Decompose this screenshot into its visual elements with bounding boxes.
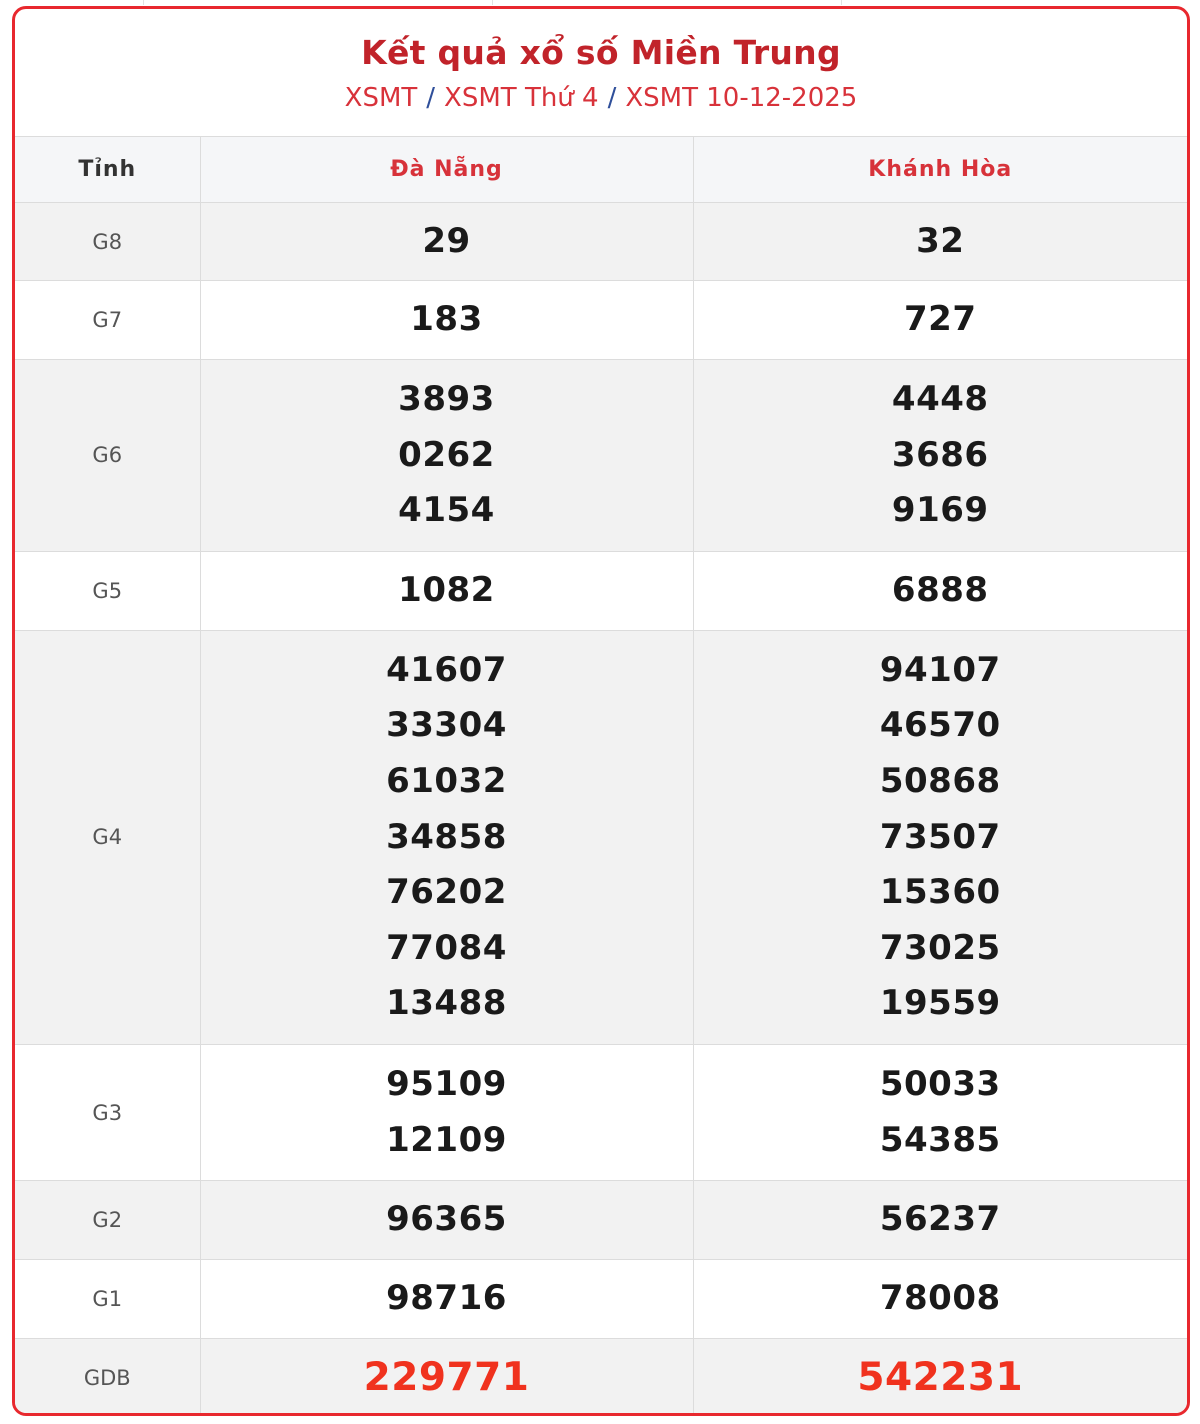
prize-label: G4 — [15, 630, 200, 1044]
prize-cell — [200, 1044, 693, 1180]
winning-number: 46570 — [879, 705, 1001, 746]
winning-number: 78008 — [879, 1278, 1001, 1319]
table-row — [15, 1044, 1187, 1180]
prize-cell — [200, 551, 693, 630]
page-title: Kết quả xổ số Miền Trung — [361, 33, 841, 72]
winning-number: 33304 — [386, 705, 507, 746]
winning-number: 73507 — [879, 816, 1001, 857]
prize-cell — [693, 281, 1187, 360]
table-row — [15, 1181, 1187, 1260]
winning-number: 4448 — [891, 379, 989, 419]
winning-number: 56237 — [879, 1199, 1001, 1240]
winning-number: 29 — [422, 220, 471, 261]
prize-cell — [200, 360, 693, 552]
divider-tick — [841, 0, 842, 5]
column-header-province-label: Tỉnh — [15, 137, 200, 203]
divider-tick — [492, 0, 493, 5]
prize-cell — [200, 281, 693, 360]
winning-number: 41607 — [386, 649, 507, 690]
prize-cell — [200, 203, 693, 281]
prize-cell — [693, 1044, 1187, 1180]
winning-number: 4154 — [398, 490, 495, 531]
winning-number: 3686 — [891, 434, 989, 475]
table-row — [15, 551, 1187, 630]
column-header-khanh-hoa[interactable]: Khánh Hòa — [693, 137, 1187, 203]
breadcrumb-link-xsmt[interactable]: XSMT — [344, 83, 418, 113]
winning-number: 32 — [916, 220, 965, 261]
winning-number: 0262 — [398, 434, 495, 475]
results-card — [12, 6, 1190, 1416]
table-row — [15, 1260, 1187, 1339]
winning-number: 77084 — [386, 927, 507, 968]
table-header-row — [15, 137, 1187, 203]
winning-number: 6888 — [891, 569, 989, 610]
winning-number: 727 — [904, 299, 977, 340]
winning-number: 1082 — [398, 569, 495, 610]
breadcrumb-link-date[interactable]: XSMT 10-12-2025 — [625, 83, 858, 113]
prize-label: G1 — [15, 1260, 200, 1339]
table-row — [15, 630, 1187, 1044]
breadcrumb-separator: / — [426, 83, 436, 113]
prize-cell — [693, 1339, 1187, 1416]
winning-number: 98716 — [386, 1278, 507, 1319]
winning-number: 12109 — [386, 1119, 507, 1160]
column-header-da-nang[interactable]: Đà Nẵng — [200, 137, 693, 203]
prize-label: G2 — [15, 1181, 200, 1260]
breadcrumb — [15, 81, 1187, 115]
prize-cell — [200, 1181, 693, 1260]
special-prize-number: 229771 — [363, 1355, 530, 1401]
prize-cell — [693, 203, 1187, 281]
winning-number: 183 — [410, 299, 483, 340]
winning-number: 61032 — [386, 760, 507, 801]
table-row — [15, 360, 1187, 552]
table-row — [15, 281, 1187, 360]
winning-number: 9169 — [891, 490, 989, 531]
winning-number: 54385 — [879, 1119, 1001, 1160]
special-prize-number: 542231 — [857, 1355, 1024, 1401]
winning-number: 76202 — [386, 872, 507, 913]
prize-label: G3 — [15, 1044, 200, 1180]
winning-number: 3893 — [398, 379, 495, 419]
breadcrumb-separator: / — [607, 83, 617, 113]
winning-number: 50033 — [879, 1063, 1001, 1104]
prize-cell — [200, 1260, 693, 1339]
prize-label: G5 — [15, 551, 200, 630]
results-body — [15, 203, 1187, 1417]
breadcrumb-link-weekday[interactable]: XSMT Thứ 4 — [444, 83, 599, 113]
winning-number: 34858 — [386, 816, 507, 857]
table-row — [15, 1339, 1187, 1416]
prize-label: G7 — [15, 281, 200, 360]
prize-cell — [693, 1181, 1187, 1260]
prize-label: GDB — [15, 1339, 200, 1416]
winning-number: 96365 — [386, 1199, 507, 1240]
prize-cell — [693, 360, 1187, 552]
prize-label: G6 — [15, 360, 200, 552]
winning-number: 50868 — [879, 760, 1001, 801]
winning-number: 95109 — [386, 1063, 507, 1104]
prize-cell — [693, 1260, 1187, 1339]
results-table — [15, 137, 1187, 1416]
table-row — [15, 203, 1187, 281]
winning-number: 19559 — [879, 983, 1001, 1024]
prize-cell — [693, 630, 1187, 1044]
results-heading — [15, 9, 1187, 137]
prize-cell — [200, 1339, 693, 1416]
prize-label: G8 — [15, 203, 200, 281]
divider-tick — [143, 0, 144, 5]
winning-number: 15360 — [879, 872, 1001, 913]
prize-cell — [693, 551, 1187, 630]
winning-number: 94107 — [879, 649, 1001, 690]
winning-number: 13488 — [386, 983, 507, 1024]
prize-cell — [200, 630, 693, 1044]
winning-number: 73025 — [879, 927, 1001, 968]
